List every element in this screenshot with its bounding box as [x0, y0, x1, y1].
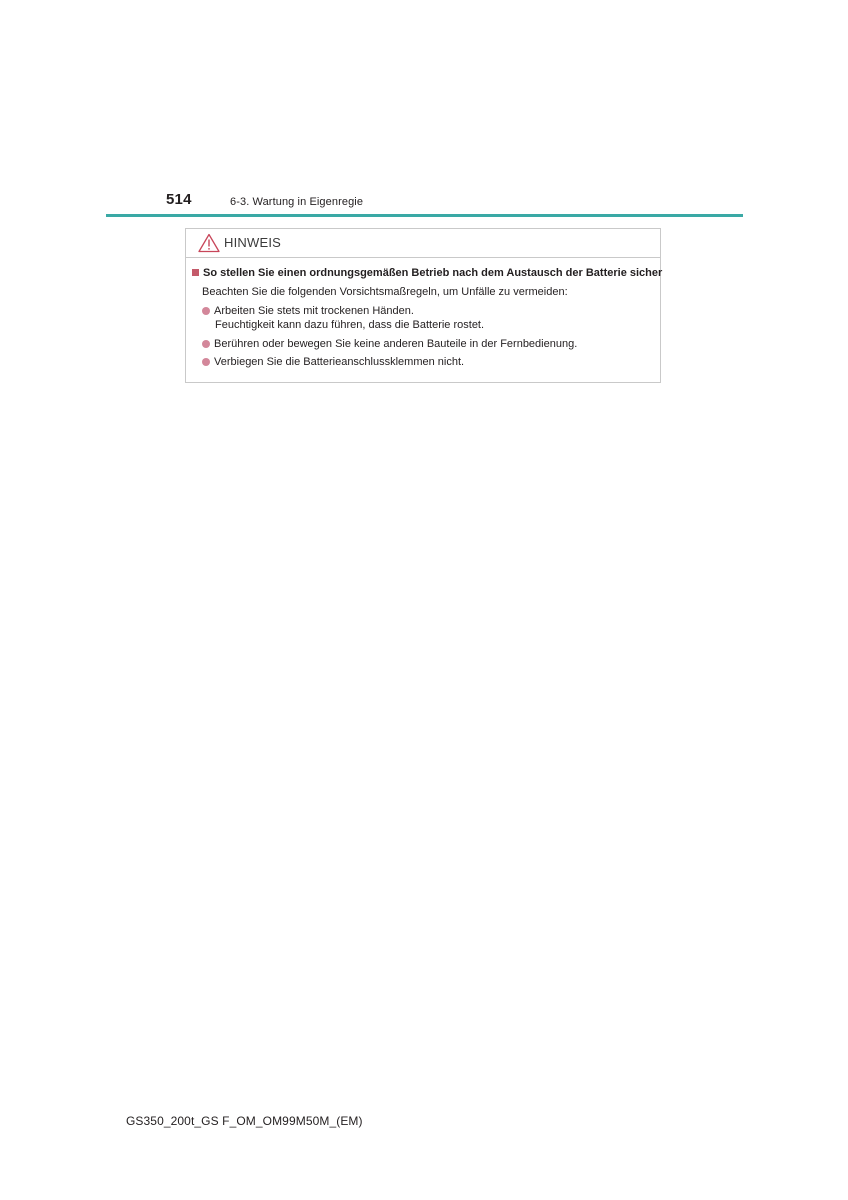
notice-intro: Beachten Sie die folgenden Vorsichtsmaßregeln, um Unfälle zu vermeiden: [202, 286, 568, 298]
notice-header [186, 229, 660, 258]
list-item-text: Berühren oder bewegen Sie keine anderen Bauteile in der Fernbedienung. [214, 338, 578, 350]
list-item-text: Arbeiten Sie stets mit trockenen Händen. [214, 305, 414, 317]
notice-title: HINWEIS [224, 235, 282, 250]
section-title: 6-3. Wartung in Eigenregie [230, 196, 364, 208]
notice-heading-text: So stellen Sie einen ordnungsgemäßen Betrieb nach dem Austausch der Batterie sicher [203, 267, 663, 279]
notice-box [185, 228, 661, 383]
list-item [202, 304, 484, 332]
dot-bullet-icon [202, 340, 210, 348]
dot-bullet-icon [202, 307, 210, 315]
dot-bullet-icon [202, 358, 210, 366]
square-bullet-icon [192, 269, 199, 276]
list-item [202, 337, 577, 351]
list-item-text: Verbiegen Sie die Batterieanschlussklemmen nicht. [214, 356, 465, 368]
list-item [202, 355, 464, 369]
warning-triangle-icon [198, 233, 220, 253]
footer-code: GS350_200t_GS F_OM_OM99M50M_(EM) [126, 1114, 363, 1128]
page-number: 514 [166, 191, 192, 208]
list-item-continuation: Feuchtigkeit kann dazu führen, dass die Batterie rostet. [215, 319, 485, 331]
notice-heading [192, 267, 662, 279]
header-rule [106, 214, 743, 217]
